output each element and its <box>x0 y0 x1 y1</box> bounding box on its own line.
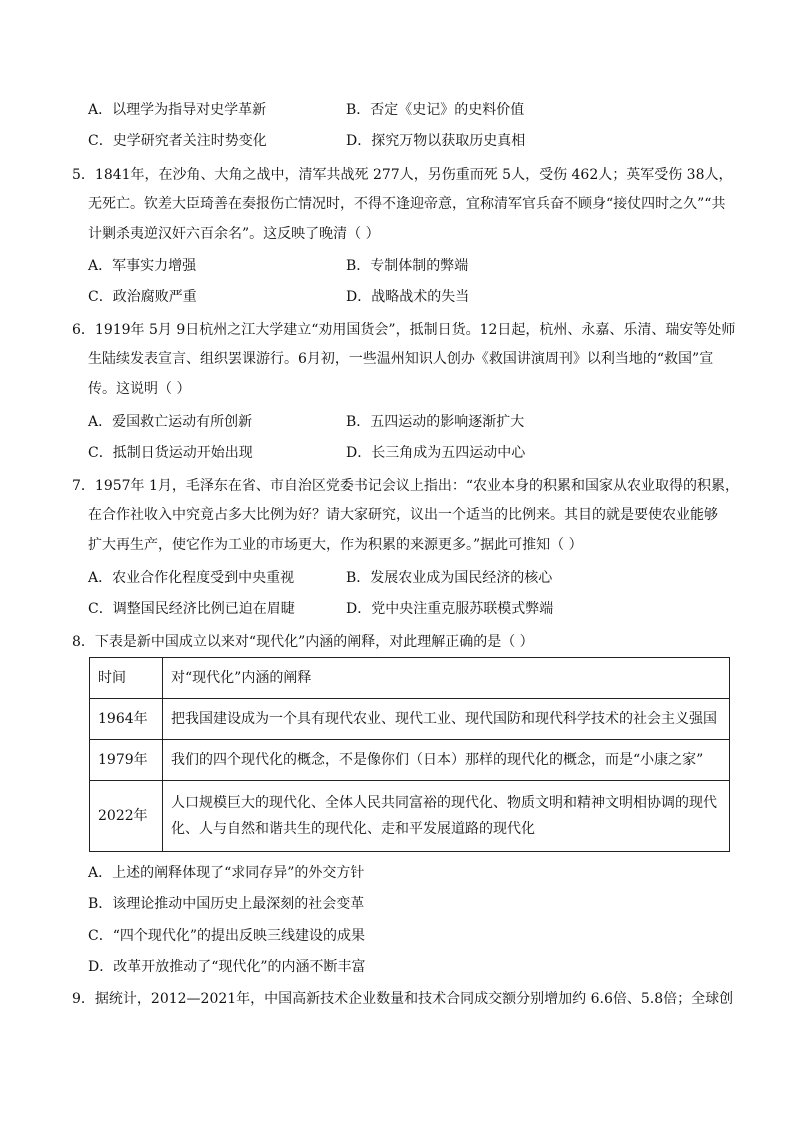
table-header-time: 时间 <box>90 658 163 699</box>
q5-option-d[interactable]: D．战略战术的失当 <box>346 289 470 305</box>
q8-option-c[interactable]: C．“四个现代化”的提出反映三线建设的成果 <box>88 928 366 944</box>
modernization-table <box>89 657 730 852</box>
table-cell-year: 2022年 <box>90 781 163 852</box>
table-row <box>90 781 730 852</box>
q7-stem-line-3: 扩大再生产，使它作为工业的市场更大，作为积累的来源更多。”据此可推知（ ） <box>88 537 583 553</box>
q6-option-c[interactable]: C．抵制日货运动开始出现 <box>88 445 253 461</box>
q5-option-a[interactable]: A．军事实力增强 <box>88 258 197 274</box>
q6-stem-line-1: 6．1919年 5月 9日杭州之江大学建立“劝用国货会”，抵制日货。12日起，杭州、永嘉、乐清、瑞安等处师 <box>72 322 736 338</box>
q5-option-b[interactable]: B．专制体制的弊端 <box>346 258 469 274</box>
q7-option-c[interactable]: C．调整国民经济比例已迫在眉睫 <box>88 601 295 617</box>
table-cell-definition: 人口规模巨大的现代化、全体人民共同富裕的现代化、物质文明和精神文明相协调的现代化、人与自然和谐共生的现代化、走和平发展道路的现代化 <box>163 781 730 852</box>
q7-stem-line-1: 7．1957年 1月，毛泽东在省、市自治区党委书记会议上指出：“农业本身的积累和国家从农业取得的积累， <box>72 478 740 494</box>
q7-option-a[interactable]: A．农业合作化程度受到中央重视 <box>88 570 295 586</box>
table-cell-definition: 我们的四个现代化的概念，不是像你们（日本）那样的现代化的概念，而是“小康之家” <box>163 740 730 781</box>
q5-option-c[interactable]: C．政治腐败严重 <box>88 289 197 305</box>
q7-option-b[interactable]: B．发展农业成为国民经济的核心 <box>346 570 553 586</box>
q5-options-row-2 <box>88 287 728 307</box>
q8-option-b[interactable]: B．该理论推动中国历史上最深刻的社会变革 <box>88 896 365 912</box>
q5-options-row-1 <box>88 256 728 276</box>
q5-stem-line-1: 5．1841年，在沙角、大角之战中，清军共战死 277人，另伤重而死 5人，受伤 462人；英军受伤 38人， <box>72 167 733 183</box>
table-header-row <box>90 658 730 699</box>
q7-options-row-1 <box>88 568 728 588</box>
table-row <box>90 740 730 781</box>
q6-stem-line-2: 生陆续发表宣言、组织罢课游行。6月初，一些温州知识人创办《救国讲演周刊》以利当地的“救国”宣 <box>88 351 714 367</box>
table-cell-definition: 把我国建设成为一个具有现代农业、现代工业、现代国防和现代科学技术的社会主义强国 <box>163 699 730 740</box>
q8-option-d[interactable]: D．改革开放推动了“现代化”的内涵不断丰富 <box>88 959 366 975</box>
q6-option-a[interactable]: A．爱国救亡运动有所创新 <box>88 414 253 430</box>
q4-options-row-1 <box>88 100 728 120</box>
q6-option-b[interactable]: B．五四运动的影响逐渐扩大 <box>346 414 525 430</box>
q4-option-b[interactable]: B．否定《史记》的史料价值 <box>346 102 525 118</box>
q8-option-a[interactable]: A．上述的阐释体现了“求同存异”的外交方针 <box>88 865 365 881</box>
q7-stem-line-2: 在合作社收入中究竟占多大比例为好？请大家研究，议出一个适当的比例来。其目的就是要使农业能够 <box>88 507 718 523</box>
q9-stem-line-1: 9．据统计，2012—2021年，中国高新技术企业数量和技术合同成交额分别增加约 6.6倍、5.8倍；全球创 <box>72 991 734 1007</box>
q7-options-row-2 <box>88 599 728 619</box>
q5-stem-line-3: 计剿杀夷逆汉奸六百余名”。这反映了晚清（ ） <box>88 226 380 242</box>
q6-option-d[interactable]: D．长三角成为五四运动中心 <box>346 445 526 461</box>
q5-stem-line-2: 无死亡。钦差大臣琦善在奏报伤亡情况时，不得不逢迎帝意，宜称清军官兵奋不顾身“接仗四时之久”“共 <box>88 196 726 212</box>
q6-options-row-2 <box>88 443 728 463</box>
q6-stem-line-3: 传。这说明（ ） <box>88 381 191 397</box>
q8-stem: 8．下表是新中国成立以来对“现代化”内涵的阐释，对此理解正确的是（ ） <box>72 634 534 650</box>
q4-options-row-2 <box>88 131 728 151</box>
table-cell-year: 1964年 <box>90 699 163 740</box>
q4-option-a[interactable]: A．以理学为指导对史学革新 <box>88 102 267 118</box>
q7-option-d[interactable]: D．党中央注重克服苏联模式弊端 <box>346 601 554 617</box>
table-header-definition: 对“现代化”内涵的阐释 <box>163 658 730 699</box>
q4-option-d[interactable]: D．探究万物以获取历史真相 <box>346 133 526 149</box>
table-row <box>90 699 730 740</box>
table-cell-year: 1979年 <box>90 740 163 781</box>
q6-options-row-1 <box>88 412 728 432</box>
q4-option-c[interactable]: C．史学研究者关注时势变化 <box>88 133 267 149</box>
